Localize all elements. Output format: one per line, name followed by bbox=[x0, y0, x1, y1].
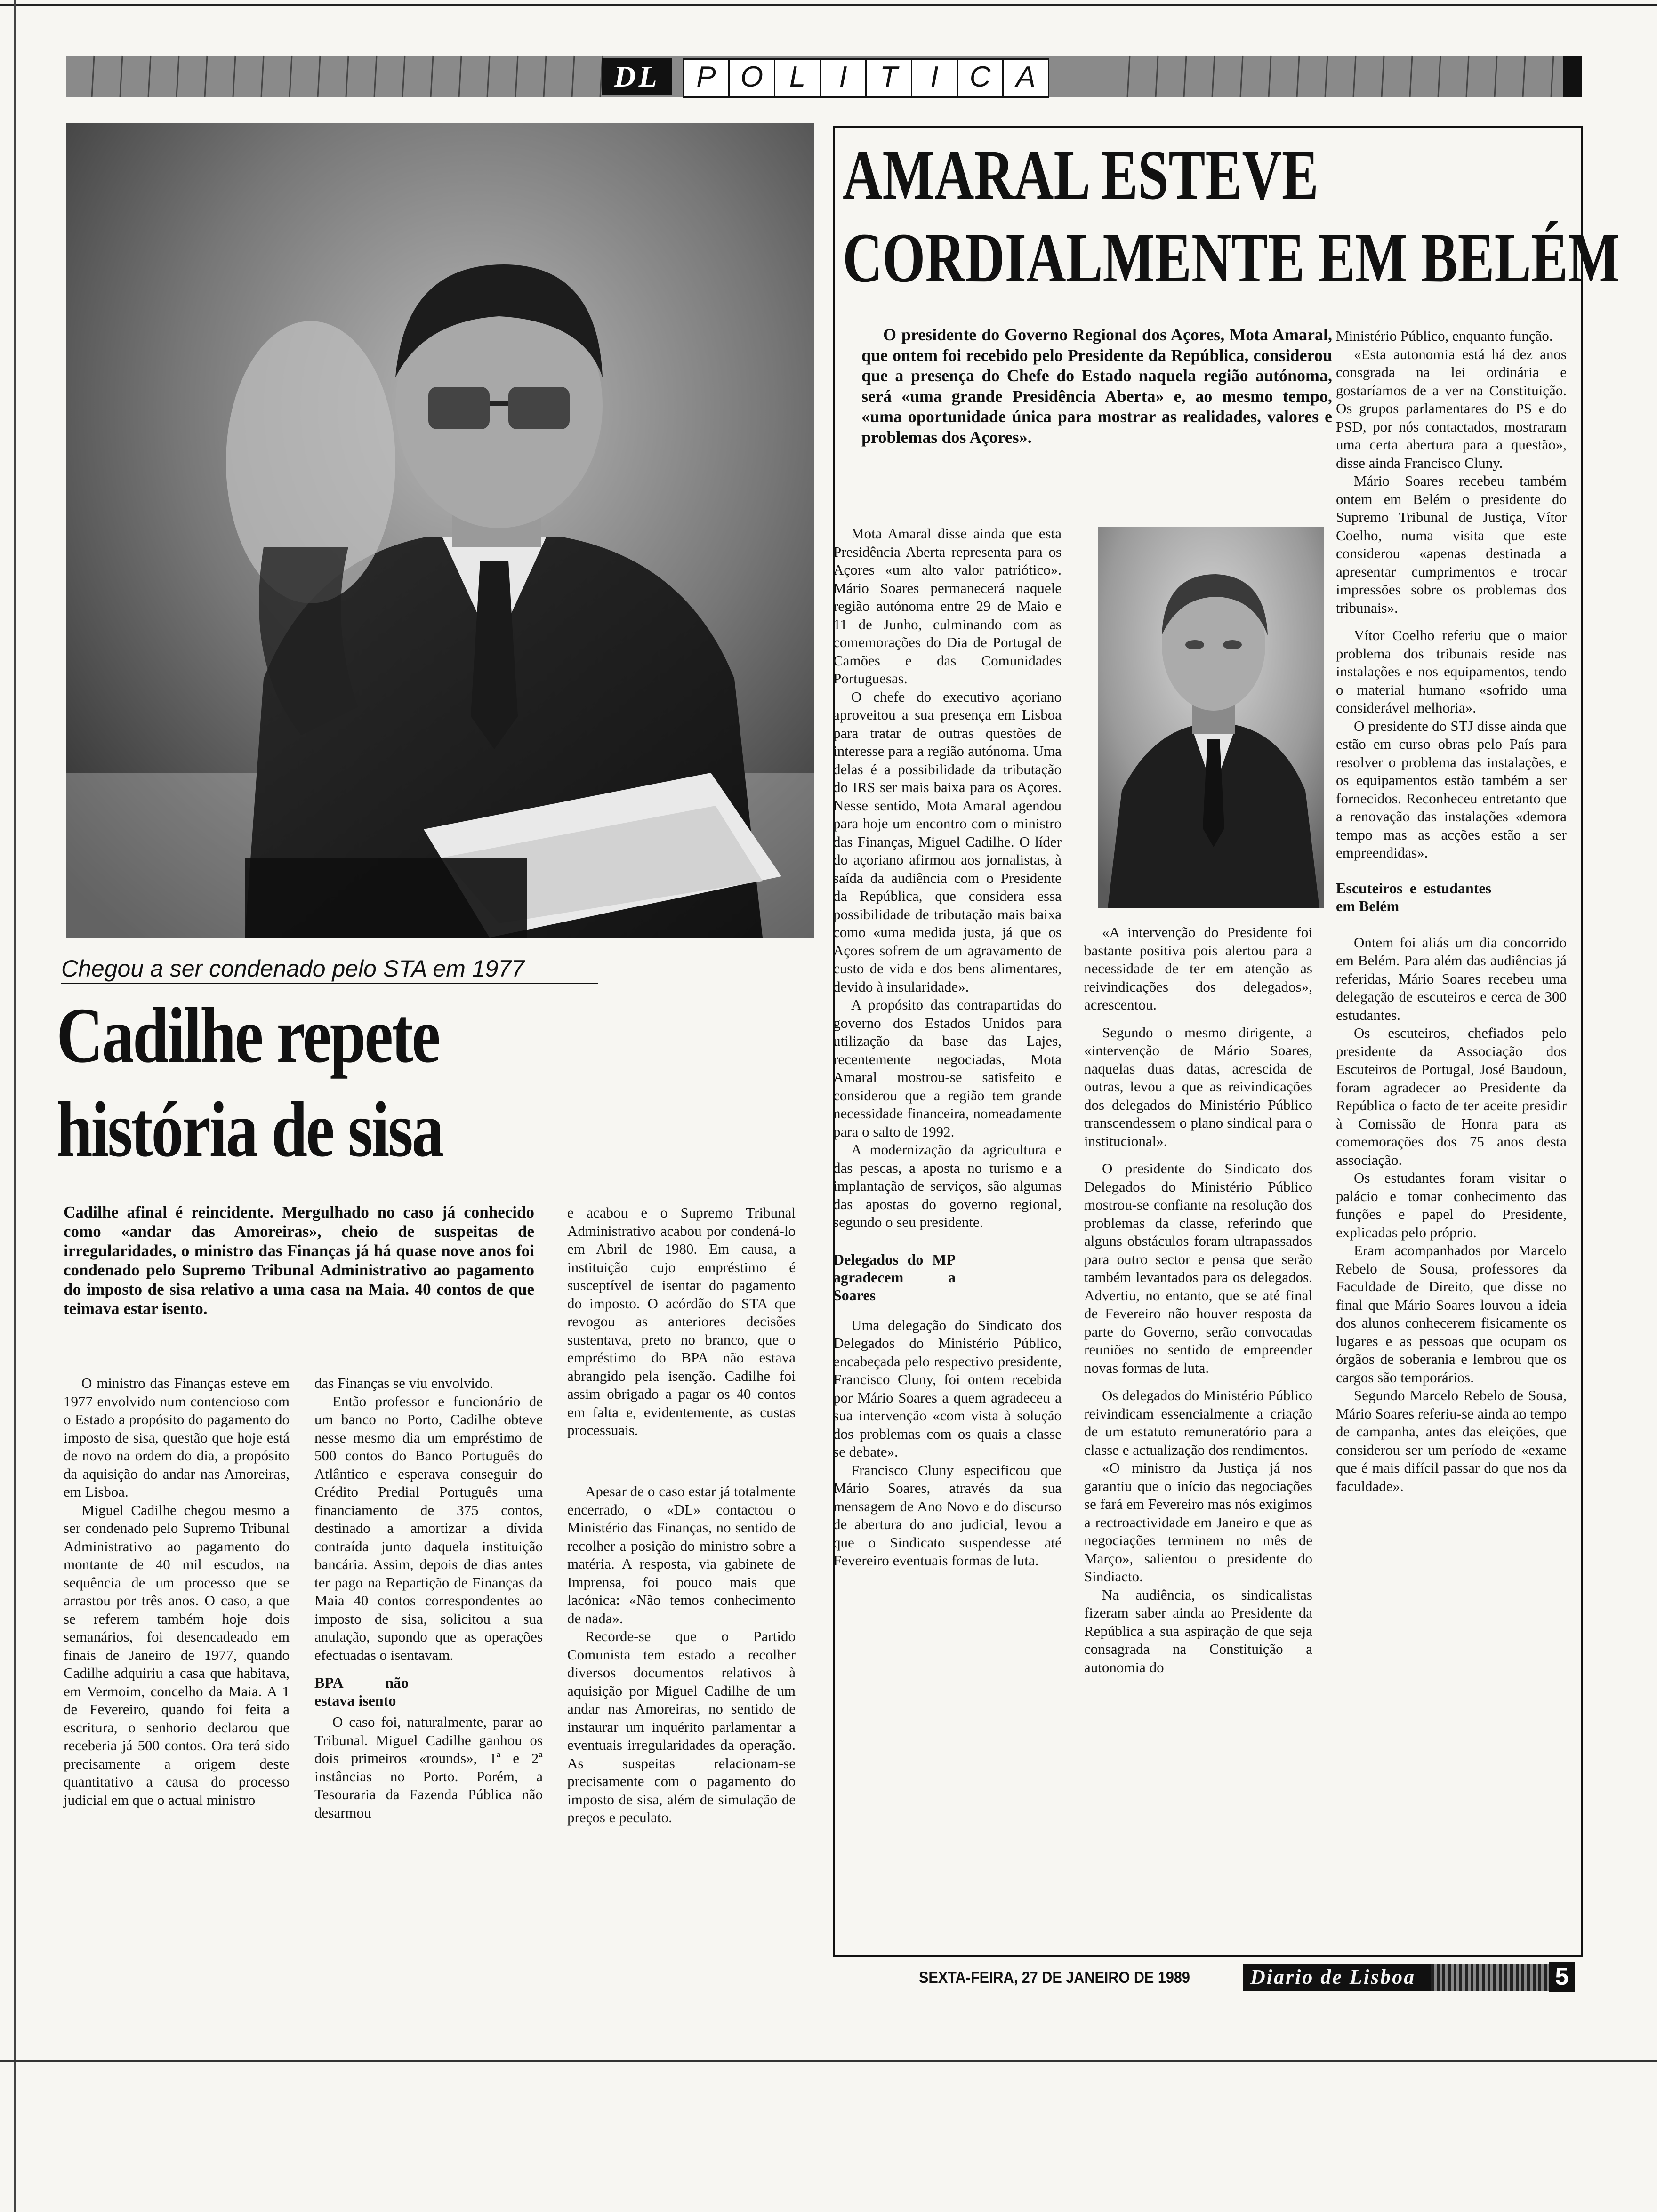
dl-logo bbox=[602, 58, 672, 95]
cadilhe-photo-image bbox=[66, 123, 814, 938]
paragraph: Recorde-se que o Partido Comunista tem estado a recolher diversos documentos relativos à aquisição por Miguel Cadilhe de um andar nas Amoreiras, no sentido de instaurar um inquérito parlamentar a eventuais irregularidades da operação. As suspeitas relacionam-se precisamente com o pagamento do imposto de sisa, além de simulação de preços e peculato. bbox=[567, 1628, 796, 1826]
right-headline-line-2: CORDIALMENTE EM BELÉM bbox=[843, 219, 1620, 297]
right-lead bbox=[861, 325, 1332, 448]
section-letter: C bbox=[958, 60, 1004, 96]
paragraph: Mário Soares recebeu também ontem em Belém o presidente do Supremo Tribunal de Justiça, Vítor Coelho, numa visita que este considerou «apenas destinada a apresentar cumprimentos e trocar impressões sobre os problemas dos tribunais». bbox=[1336, 473, 1567, 616]
paragraph: Os estudantes foram visitar o palácio e tomar conhecimento das funções e papel do Presidente, explicadas pelo próprio. bbox=[1336, 1170, 1567, 1241]
section-header bbox=[66, 53, 1582, 100]
dl-logo-text: DL bbox=[614, 60, 660, 93]
section-letter: L bbox=[775, 60, 821, 96]
paragraph: Uma delegação do Sindicato dos Delegados do Ministério Público, encabeçada pelo respectivo presidente, Francisco Cluny, foi ontem recebida por Mário Soares a quem agradeceu a sua intervenção «com vista à solução dos problemas com os quais a classe se debate». bbox=[833, 1316, 1062, 1460]
paragraph: Os escuteiros, chefiados pelo presidente da Associação dos Escuteiros de Portugal, José Baudoun, foram agradecer ao Presidente da República o facto de ter aceite presidir à Comissão de Honra para as comemorações dos 75 anos desta associação. bbox=[1336, 1025, 1567, 1168]
footer-page-number bbox=[1549, 1962, 1575, 1992]
right-headline-line-1: AMARAL ESTEVE bbox=[843, 136, 1319, 214]
paragraph: Os delegados do Ministério Público reivindicam essencialmente a criação de um estatuto remuneratório para a classe e actualização dos rendimentos. bbox=[1084, 1387, 1312, 1458]
footer-date-text: SEXTA-FEIRA, 27 DE JANEIRO DE 1989 bbox=[919, 1969, 1190, 1987]
paragraph: «O ministro da Justiça já nos garantiu que o início das negociações se fará em Fevereiro mas nós exigimos a rectroactividade em Janeiro e que as negociações terminem no mês de Março», salientou o presidente do Sindiacto. bbox=[1084, 1459, 1312, 1585]
right-col3 bbox=[1336, 327, 1567, 1495]
left-col3-top bbox=[567, 1204, 796, 1440]
paragraph: O chefe do executivo açoriano aproveitou a sua presença em Lisboa para tratar de outras questões de interesse para a região autónoma. Uma delas é a possibilidade da tributação do IRS ser mais baixa para os Açores. Nesse sentido, Mota Amaral agendou para hoje um encontro com o ministro das Finanças, Miguel Cadilhe. O líder do açoriano afirmou aos jornalistas, à saída da audiência com o Presidente da República, que considera essa possibilidade de tributação mais baixa como «uma medida justa, já que os Açores sofrem de um agravamento de custo de vida e dos bens alimentares, devido à insularidade». bbox=[833, 688, 1062, 995]
paragraph: das Finanças se viu envolvido. bbox=[314, 1375, 493, 1391]
section-letter: P bbox=[684, 60, 730, 96]
section-letter: I bbox=[912, 60, 958, 96]
section-letter: T bbox=[867, 60, 912, 96]
paragraph: Na audiência, os sindicalistas fizeram saber ainda ao Presidente da República a sua aspiração de que seja consagrada na Constituição a autonomia do bbox=[1084, 1586, 1312, 1675]
right-headline bbox=[843, 134, 1620, 299]
left-col2 bbox=[314, 1374, 543, 1822]
section-letter: I bbox=[821, 60, 867, 96]
paragraph: Vítor Coelho referiu que o maior problema dos tribunais reside nas instalações e nos equipamentos, tendo o material humano «sofrido uma considerável melhoria». bbox=[1336, 627, 1567, 716]
section-letter: A bbox=[1016, 61, 1036, 93]
amaral-photo-image bbox=[1098, 527, 1324, 908]
right-col2 bbox=[1084, 923, 1312, 1676]
section-title bbox=[683, 58, 1049, 98]
left-headline bbox=[56, 988, 682, 1177]
left-lead bbox=[64, 1202, 534, 1318]
paragraph: O ministro das Finanças esteve em 1977 envolvido num contencioso com o Estado a propósito do pagamento do imposto de sisa, questão que hoje está de novo na ordem do dia, a propósito da aquisição do andar nas Amoreiras, em Lisboa. bbox=[64, 1375, 290, 1500]
paragraph: Miguel Cadilhe chegou mesmo a ser condenado pelo Supremo Tribunal Administrativo ao pagamento do montante de 40 mil escudos, na sequência de um processo que se arrastou por três anos. O caso, a que se referem também hoje dois semanários, foi desencadeado em finais de Janeiro de 1977, quando Cadilhe adquiriu a casa que habitava, em Vermoim, concelho da Maia. A 1 de Fevereiro, quando foi feita a escritura, o senhorio declarou que receberia já 500 contos. Ora terá sido precisamente a origem deste quantitativo a causa do processo judicial em que o actual ministro bbox=[64, 1501, 290, 1808]
paragraph: O presidente do STJ disse ainda que estão em curso obras pelo País para resolver o problema das instalações, e os equipamentos estão também a ser fornecidos. Reconheceu entretanto que a renovação das instalações «demora tempo mas as acções estão a ser empreendidas». bbox=[1336, 717, 1567, 861]
paragraph: O caso foi, naturalmente, parar ao Tribunal. Miguel Cadilhe ganhou os dois primeiros «rounds», 1ª e 2ª instâncias no Porto. Porém, a Tesouraria da Fazenda Pública não desarmou bbox=[314, 1714, 543, 1821]
left-col1 bbox=[64, 1374, 290, 1809]
paragraph: Francisco Cluny especificou que Mário Soares, através da sua mensagem de Ano Novo e do discurso de abertura do ano judicial, levou a que o Sindicato suspendesse até Fevereiro eventuais formas de luta. bbox=[833, 1461, 1062, 1569]
paragraph: Apesar de o caso estar já totalmente encerrado, o «DL» contactou o Ministério das Finanças, no sentido de recolher a posição do ministro sobre a matéria. A resposta, via gabinete de Imprensa, foi pouco mais que lacónica: «Não temos conhecimento de nada». bbox=[567, 1483, 796, 1627]
paragraph: Segundo o mesmo dirigente, a «intervenção de Mário Soares, naquelas duas datas, acrescida de outras, levou a que as reivindicações dos delegados do Ministério Público transcendessem o plano sindical para o institucional». bbox=[1084, 1024, 1312, 1149]
paragraph: Ontem foi aliás um dia concorrido em Belém. Para além das audiências já referidas, Mário Soares recebeu uma delegação de escuteiros e cerca de 300 estudantes. bbox=[1336, 934, 1567, 1023]
paragraph: Ministério Público, enquanto função. bbox=[1336, 328, 1553, 344]
amaral-photo bbox=[1098, 527, 1324, 908]
footer-band bbox=[1431, 1964, 1549, 1991]
left-headline-line-2: história de sisa bbox=[56, 1086, 443, 1173]
paragraph: «Esta autonomia está há dez anos consgrada na lei ordinária e gostaríamos de a ver na Constituição. Os grupos parlamentares do PS e do PSD, por nós contactados, mostraram uma certa abertura para a questão», disse ainda Francisco Cluny. bbox=[1336, 345, 1567, 471]
paragraph: O presidente do Sindicato dos Delegados do Ministério Público mostrou-se confiante na resolução dos problemas da classe, referindo que alguns obstáculos foram ultrapassados para outro sector e pensa que serão também levantados para os delegados. Advertiu, no entanto, que se até final de Fevereiro não houver resposta da parte do Governo, serão convocadas reuniões no sentido de empreender novas formas de luta. bbox=[1084, 1160, 1312, 1376]
left-headline-line-1: Cadilhe repete bbox=[56, 992, 439, 1079]
paragraph: A modernização da agricultura e das pescas, a aposta no turismo e a implantação de serviços, são algumas das apostas do governo regional, segundo o seu presidente. bbox=[833, 1141, 1062, 1230]
right-subheading-escuteiros: Escuteiros e estudantes em Belém bbox=[1336, 879, 1491, 914]
page-number-text: 5 bbox=[1555, 1963, 1569, 1990]
right-lead-text: O presidente do Governo Regional dos Açores, Mota Amaral, que ontem foi recebido pelo Presidente da República, considerou que a presença do Chefe do Estado naquela região autónoma, será «uma grande Presidência Aberta» e, ao mesmo tempo, «uma oportunidade única para mostrar as realidades, valores e problemas dos Açores». bbox=[861, 325, 1332, 447]
bottom-border bbox=[0, 2060, 1657, 2062]
top-border bbox=[0, 4, 1657, 6]
footer-date bbox=[919, 1967, 1215, 1988]
left-lead-text: Cadilhe afinal é reincidente. Mergulhado no caso já conhecido como «andar das Amoreiras», cheio de suspeitas de irregularidades, o ministro das Finanças já há quase nove anos foi condenado pelo Supremo Tribunal Administrativo ao pagamento do imposto de sisa relativo a uma casa na Maia. 40 contos de que teimava estar isento. bbox=[64, 1203, 534, 1318]
left-col3 bbox=[567, 1483, 796, 1827]
paragraph: A propósito das contrapartidas do governo dos Estados Unidos para utilização da base das Lajes, recentemente negociadas, Mota Amaral mostrou-se satisfeito e considerou que a região tem grande necessidade financeira, nomeadamente para o salto de 1992. bbox=[833, 996, 1062, 1140]
paragraph: Segundo Marcelo Rebelo de Sousa, Mário Soares referiu-se ainda ao tempo de campanha, antes das eleições, que considerou ser um período de «exame que é mais difícil passar do que nos da faculdade». bbox=[1336, 1387, 1567, 1494]
paragraph: Eram acompanhados por Marcelo Rebelo de Sousa, professores da Faculdade de Direito, que disse no final que Mário Soares louvou a ideia dos alunos conhecerem fisicamente os lugares e as pessoas que ocupam os órgãos de soberania e lembrou que os cargos são temporários. bbox=[1336, 1242, 1567, 1386]
photo-caption-text: Chegou a ser condenado pelo STA em 1977 bbox=[61, 955, 525, 982]
paragraph: Mota Amaral disse ainda que esta Presidência Aberta representa para os Açores «um alto valor patriótico». Mário Soares permanecerá naquele região autónoma entre 29 de Maio e 11 de Junho, culminando com as comemorações do Dia de Portugal de Camões e das Comunidades Portuguesas. bbox=[833, 525, 1062, 687]
left-border bbox=[14, 0, 16, 2212]
left-lead-continuation: e acabou e o Supremo Tribunal Administrativo acabou por condená-lo em Abril de 1980. Em causa, a instituição cujo empréstimo é susceptível de isentar do pagamento do imposto. O acórdão do STA que revogou as anteriores decisões sustentava, preto no branco, que o empréstimo do BPA não estava abrangido pela isenção. Cadilhe foi assim obrigado a pagar os 40 contos em falta e, evidentemente, as custas processuais. bbox=[567, 1204, 796, 1438]
section-letter: O bbox=[730, 60, 775, 96]
footer-masthead-text: Diario de Lisboa bbox=[1250, 1965, 1416, 1988]
paragraph: «A intervenção do Presidente foi bastante positiva pois alertou para a necessidade de ter em atenção as reivindicações dos delegados», acrescentou. bbox=[1084, 924, 1312, 1013]
paragraph: Então professor e funcionário de um banco no Porto, Cadilhe obteve nesse mesmo dia um empréstimo de 500 contos do Banco Português do Atlântico e esperava conseguir do Crédito Predial Português uma financiamento de 375 contos, destinado a amortizar a dívida contraída junto daquela instituição bancária. Assim, depois de dias antes ter pago na Repartição de Finanças da Maia 40 contos correspondentes ao imposto de sisa, solicitou a sua anulação, supondo que as operações efectuadas o isentavam. bbox=[314, 1393, 543, 1663]
photo-caption bbox=[61, 954, 598, 984]
right-subheading-mp: Delegados do MP agradecem a Soares bbox=[833, 1250, 956, 1304]
cadilhe-photo bbox=[66, 123, 814, 938]
right-col1 bbox=[833, 525, 1062, 1570]
left-subheading: BPA não estava isento bbox=[314, 1674, 409, 1709]
